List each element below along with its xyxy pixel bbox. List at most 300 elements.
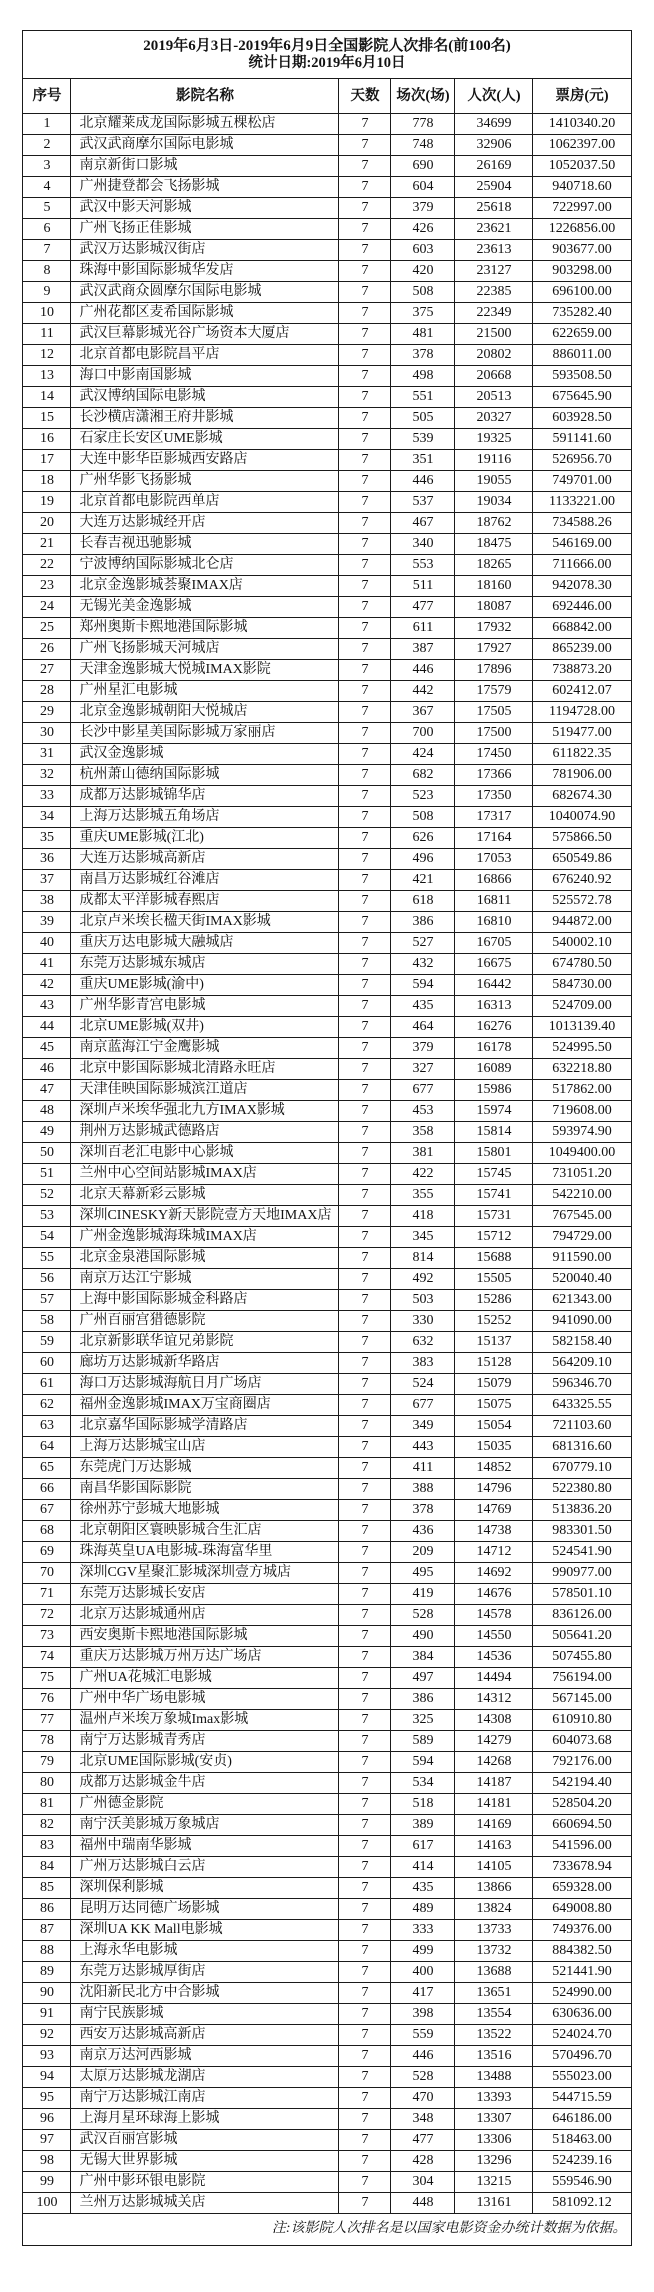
boxoffice-cell: 621343.00 [533,1290,631,1311]
rank-cell: 52 [23,1185,71,1206]
boxoffice-cell: 1133221.00 [533,492,631,513]
days-cell: 7 [339,2067,391,2088]
rank-cell: 95 [23,2088,71,2109]
admissions-cell: 13161 [455,2193,533,2214]
admissions-cell: 25904 [455,177,533,198]
days-cell: 7 [339,1689,391,1710]
cinema-name-cell: 武汉万达影城汉街店 [71,240,339,261]
days-cell: 7 [339,1269,391,1290]
boxoffice-cell: 507455.80 [533,1647,631,1668]
admissions-cell: 13296 [455,2151,533,2172]
boxoffice-cell: 734588.26 [533,513,631,534]
rank-cell: 51 [23,1164,71,1185]
cinema-name-cell: 广州中华广场电影城 [71,1689,339,1710]
days-cell: 7 [339,1605,391,1626]
table-row [23,1143,631,1164]
cinema-name-cell: 广州UA花城汇电影城 [71,1668,339,1689]
boxoffice-cell: 1040074.90 [533,807,631,828]
cinema-name-cell: 天津金逸影城大悦城IMAX影院 [71,660,339,681]
column-header-cinema: 影院名称 [71,79,339,114]
boxoffice-cell: 593974.90 [533,1122,631,1143]
table-row [23,1248,631,1269]
boxoffice-cell: 528504.20 [533,1794,631,1815]
days-cell: 7 [339,1122,391,1143]
boxoffice-cell: 524709.00 [533,996,631,1017]
rank-cell: 61 [23,1374,71,1395]
boxoffice-cell: 731051.20 [533,1164,631,1185]
days-cell: 7 [339,429,391,450]
admissions-cell: 16178 [455,1038,533,1059]
cinema-name-cell: 东莞万达影城东城店 [71,954,339,975]
rank-cell: 99 [23,2172,71,2193]
table-row [23,1626,631,1647]
rank-cell: 93 [23,2046,71,2067]
rank-cell: 25 [23,618,71,639]
boxoffice-cell: 865239.00 [533,639,631,660]
shows-cell: 492 [391,1269,455,1290]
days-cell: 7 [339,891,391,912]
rank-cell: 80 [23,1773,71,1794]
rank-cell: 7 [23,240,71,261]
shows-cell: 384 [391,1647,455,1668]
page-subtitle: 统计日期:2019年6月10日 [248,54,406,71]
days-cell: 7 [339,2004,391,2025]
cinema-name-cell: 广州捷登都会飞扬影城 [71,177,339,198]
table-row [23,1773,631,1794]
cinema-name-cell: 武汉博纳国际电影城 [71,387,339,408]
admissions-cell: 14181 [455,1794,533,1815]
cinema-name-cell: 温州卢米埃万象城Imax影城 [71,1710,339,1731]
table-row [23,114,631,135]
boxoffice-cell: 942078.30 [533,576,631,597]
rank-cell: 22 [23,555,71,576]
table-row [23,1941,631,1962]
cinema-name-cell: 广州德金影院 [71,1794,339,1815]
rank-cell: 60 [23,1353,71,1374]
shows-cell: 304 [391,2172,455,2193]
cinema-name-cell: 广州星汇电影城 [71,681,339,702]
admissions-cell: 14578 [455,1605,533,1626]
shows-cell: 383 [391,1353,455,1374]
days-cell: 7 [339,1164,391,1185]
admissions-cell: 18475 [455,534,533,555]
days-cell: 7 [339,219,391,240]
admissions-cell: 14536 [455,1647,533,1668]
boxoffice-cell: 903677.00 [533,240,631,261]
rank-cell: 96 [23,2109,71,2130]
rank-cell: 18 [23,471,71,492]
document-page [0,30,654,2292]
admissions-cell: 26169 [455,156,533,177]
boxoffice-cell: 646186.00 [533,2109,631,2130]
cinema-name-cell: 南宁万达影城青秀店 [71,1731,339,1752]
table-row [23,765,631,786]
rank-cell: 14 [23,387,71,408]
boxoffice-cell: 681316.60 [533,1437,631,1458]
table-row [23,828,631,849]
days-cell: 7 [339,639,391,660]
days-cell: 7 [339,2151,391,2172]
boxoffice-cell: 735282.40 [533,303,631,324]
cinema-name-cell: 成都太平洋影城春熙店 [71,891,339,912]
table-row [23,2067,631,2088]
boxoffice-cell: 767545.00 [533,1206,631,1227]
table-row [23,618,631,639]
admissions-cell: 16705 [455,933,533,954]
table-row [23,1794,631,1815]
boxoffice-cell: 564209.10 [533,1353,631,1374]
cinema-name-cell: 北京耀莱成龙国际影城五棵松店 [71,114,339,135]
boxoffice-cell: 519477.00 [533,723,631,744]
boxoffice-cell: 525572.78 [533,891,631,912]
days-cell: 7 [339,786,391,807]
cinema-name-cell: 郑州奥斯卡熙地港国际影城 [71,618,339,639]
shows-cell: 414 [391,1857,455,1878]
admissions-cell: 19325 [455,429,533,450]
cinema-name-cell: 上海月星环球海上影城 [71,2109,339,2130]
cinema-name-cell: 上海万达影城宝山店 [71,1437,339,1458]
admissions-cell: 15801 [455,1143,533,1164]
boxoffice-cell: 1013139.40 [533,1017,631,1038]
shows-cell: 453 [391,1101,455,1122]
table-row [23,1983,631,2004]
days-cell: 7 [339,1185,391,1206]
cinema-name-cell: 大连万达影城高新店 [71,849,339,870]
cinema-name-cell: 上海中影国际影城金科路店 [71,1290,339,1311]
cinema-name-cell: 福州中瑞南华影城 [71,1836,339,1857]
shows-cell: 432 [391,954,455,975]
rank-cell: 30 [23,723,71,744]
boxoffice-cell: 650549.86 [533,849,631,870]
boxoffice-cell: 668842.00 [533,618,631,639]
admissions-cell: 13306 [455,2130,533,2151]
rank-cell: 38 [23,891,71,912]
admissions-cell: 17896 [455,660,533,681]
boxoffice-cell: 559546.90 [533,2172,631,2193]
shows-cell: 418 [391,1206,455,1227]
shows-cell: 523 [391,786,455,807]
table-row [23,849,631,870]
shows-cell: 497 [391,1668,455,1689]
shows-cell: 435 [391,1878,455,1899]
shows-cell: 537 [391,492,455,513]
boxoffice-cell: 604073.68 [533,1731,631,1752]
table-row [23,1857,631,1878]
cinema-ranking-table [22,30,631,2246]
cinema-name-cell: 大连中影华臣影城西安路店 [71,450,339,471]
cinema-name-cell: 武汉武商摩尔国际电影城 [71,135,339,156]
footnote-row [23,2214,631,2246]
admissions-cell: 14769 [455,1500,533,1521]
boxoffice-cell: 582158.40 [533,1332,631,1353]
days-cell: 7 [339,1773,391,1794]
shows-cell: 495 [391,1563,455,1584]
rank-cell: 79 [23,1752,71,1773]
boxoffice-cell: 792176.00 [533,1752,631,1773]
boxoffice-cell: 567145.00 [533,1689,631,1710]
boxoffice-cell: 632218.80 [533,1059,631,1080]
table-row [23,1878,631,1899]
rank-cell: 77 [23,1710,71,1731]
boxoffice-cell: 670779.10 [533,1458,631,1479]
boxoffice-cell: 513836.20 [533,1500,631,1521]
shows-cell: 594 [391,975,455,996]
table-row [23,2109,631,2130]
cinema-name-cell: 深圳CINESKY新天影院壹方天地IMAX店 [71,1206,339,1227]
rank-cell: 65 [23,1458,71,1479]
admissions-cell: 15079 [455,1374,533,1395]
rank-cell: 97 [23,2130,71,2151]
cinema-name-cell: 兰州中心空间站影城IMAX店 [71,1164,339,1185]
column-header-boxoffice: 票房(元) [533,79,631,114]
days-cell: 7 [339,282,391,303]
cinema-name-cell: 东莞万达影城长安店 [71,1584,339,1605]
table-row [23,975,631,996]
admissions-cell: 13866 [455,1878,533,1899]
days-cell: 7 [339,1332,391,1353]
rank-cell: 35 [23,828,71,849]
boxoffice-cell: 581092.12 [533,2193,631,2214]
shows-cell: 420 [391,261,455,282]
shows-cell: 330 [391,1311,455,1332]
boxoffice-cell: 524024.70 [533,2025,631,2046]
shows-cell: 325 [391,1710,455,1731]
boxoffice-cell: 1194728.00 [533,702,631,723]
admissions-cell: 14676 [455,1584,533,1605]
days-cell: 7 [339,1311,391,1332]
days-cell: 7 [339,807,391,828]
admissions-cell: 16866 [455,870,533,891]
cinema-name-cell: 北京首都电影院昌平店 [71,345,339,366]
days-cell: 7 [339,366,391,387]
rank-cell: 1 [23,114,71,135]
days-cell: 7 [339,1374,391,1395]
shows-cell: 496 [391,849,455,870]
boxoffice-cell: 591141.60 [533,429,631,450]
table-row [23,912,631,933]
cinema-name-cell: 北京UME国际影城(安贞) [71,1752,339,1773]
days-cell: 7 [339,114,391,135]
shows-cell: 419 [391,1584,455,1605]
shows-cell: 682 [391,765,455,786]
cinema-name-cell: 广州金逸影城海珠城IMAX店 [71,1227,339,1248]
days-cell: 7 [339,555,391,576]
boxoffice-cell: 1052037.50 [533,156,631,177]
cinema-name-cell: 深圳卢米埃华强北九方IMAX影城 [71,1101,339,1122]
cinema-name-cell: 北京UME影城(双井) [71,1017,339,1038]
table-row [23,2004,631,2025]
admissions-cell: 15035 [455,1437,533,1458]
days-cell: 7 [339,912,391,933]
boxoffice-cell: 524995.50 [533,1038,631,1059]
admissions-cell: 14105 [455,1857,533,1878]
rank-cell: 45 [23,1038,71,1059]
cinema-name-cell: 广州飞扬正佳影城 [71,219,339,240]
cinema-name-cell: 武汉百丽宫影城 [71,2130,339,2151]
admissions-cell: 15986 [455,1080,533,1101]
rank-cell: 19 [23,492,71,513]
boxoffice-cell: 593508.50 [533,366,631,387]
rank-cell: 69 [23,1542,71,1563]
boxoffice-cell: 517862.00 [533,1080,631,1101]
shows-cell: 490 [391,1626,455,1647]
shows-cell: 778 [391,114,455,135]
table-row [23,807,631,828]
boxoffice-cell: 603928.50 [533,408,631,429]
table-row [23,513,631,534]
shows-cell: 351 [391,450,455,471]
table-row [23,786,631,807]
shows-cell: 378 [391,1500,455,1521]
days-cell: 7 [339,1983,391,2004]
cinema-name-cell: 北京金逸影城朝阳大悦城店 [71,702,339,723]
shows-cell: 340 [391,534,455,555]
shows-cell: 481 [391,324,455,345]
table-row [23,261,631,282]
table-row [23,1374,631,1395]
shows-cell: 400 [391,1962,455,1983]
table-row [23,2172,631,2193]
admissions-cell: 16442 [455,975,533,996]
rank-cell: 82 [23,1815,71,1836]
boxoffice-cell: 526956.70 [533,450,631,471]
rank-cell: 15 [23,408,71,429]
table-row [23,1458,631,1479]
admissions-cell: 16089 [455,1059,533,1080]
boxoffice-cell: 676240.92 [533,870,631,891]
admissions-cell: 17932 [455,618,533,639]
shows-cell: 421 [391,870,455,891]
cinema-name-cell: 石家庄长安区UME影城 [71,429,339,450]
cinema-name-cell: 广州华影青宫电影城 [71,996,339,1017]
shows-cell: 518 [391,1794,455,1815]
table-row [23,1920,631,1941]
rank-cell: 64 [23,1437,71,1458]
cinema-name-cell: 荆州万达影城武德路店 [71,1122,339,1143]
shows-cell: 527 [391,933,455,954]
admissions-cell: 15974 [455,1101,533,1122]
days-cell: 7 [339,1563,391,1584]
cinema-name-cell: 北京金泉港国际影城 [71,1248,339,1269]
table-row [23,954,631,975]
days-cell: 7 [339,576,391,597]
table-row [23,1689,631,1710]
boxoffice-cell: 555023.00 [533,2067,631,2088]
cinema-name-cell: 深圳保利影城 [71,1878,339,1899]
boxoffice-cell: 886011.00 [533,345,631,366]
admissions-cell: 14494 [455,1668,533,1689]
admissions-cell: 19034 [455,492,533,513]
days-cell: 7 [339,618,391,639]
boxoffice-cell: 602412.07 [533,681,631,702]
rank-cell: 23 [23,576,71,597]
rank-cell: 86 [23,1899,71,1920]
days-cell: 7 [339,828,391,849]
cinema-name-cell: 南京新街口影城 [71,156,339,177]
boxoffice-cell: 749701.00 [533,471,631,492]
table-row [23,1227,631,1248]
boxoffice-cell: 505641.20 [533,1626,631,1647]
boxoffice-cell: 756194.00 [533,1668,631,1689]
boxoffice-cell: 1049400.00 [533,1143,631,1164]
shows-cell: 378 [391,345,455,366]
boxoffice-cell: 596346.70 [533,1374,631,1395]
days-cell: 7 [339,1143,391,1164]
boxoffice-cell: 692446.00 [533,597,631,618]
days-cell: 7 [339,870,391,891]
shows-cell: 442 [391,681,455,702]
days-cell: 7 [339,1857,391,1878]
rank-cell: 91 [23,2004,71,2025]
boxoffice-cell: 643325.55 [533,1395,631,1416]
rank-cell: 12 [23,345,71,366]
table-row [23,198,631,219]
cinema-name-cell: 海口中影南国影城 [71,366,339,387]
table-row [23,471,631,492]
boxoffice-cell: 733678.94 [533,1857,631,1878]
days-cell: 7 [339,1710,391,1731]
boxoffice-cell: 1226856.00 [533,219,631,240]
table-row [23,1962,631,1983]
cinema-name-cell: 长春吉视迅驰影城 [71,534,339,555]
rank-cell: 10 [23,303,71,324]
days-cell: 7 [339,702,391,723]
shows-cell: 443 [391,1437,455,1458]
admissions-cell: 23127 [455,261,533,282]
shows-cell: 528 [391,1605,455,1626]
cinema-name-cell: 重庆UME影城(江北) [71,828,339,849]
table-row [23,1185,631,1206]
days-cell: 7 [339,2193,391,2214]
cinema-name-cell: 南京万达江宁影城 [71,1269,339,1290]
boxoffice-cell: 584730.00 [533,975,631,996]
days-cell: 7 [339,408,391,429]
boxoffice-cell: 659328.00 [533,1878,631,1899]
cinema-name-cell: 珠海英皇UA电影城-珠海富华里 [71,1542,339,1563]
boxoffice-cell: 941090.00 [533,1311,631,1332]
admissions-cell: 17317 [455,807,533,828]
rank-cell: 90 [23,1983,71,2004]
rank-cell: 24 [23,597,71,618]
shows-cell: 677 [391,1395,455,1416]
boxoffice-cell: 524990.00 [533,1983,631,2004]
cinema-name-cell: 北京万达影城通州店 [71,1605,339,1626]
shows-cell: 417 [391,1983,455,2004]
days-cell: 7 [339,1962,391,1983]
boxoffice-cell: 940718.60 [533,177,631,198]
table-row [23,534,631,555]
days-cell: 7 [339,2088,391,2109]
shows-cell: 604 [391,177,455,198]
rank-cell: 40 [23,933,71,954]
table-row [23,2025,631,2046]
rank-cell: 58 [23,1311,71,1332]
rank-cell: 17 [23,450,71,471]
admissions-cell: 14738 [455,1521,533,1542]
shows-cell: 814 [391,1248,455,1269]
cinema-name-cell: 南宁万达影城江南店 [71,2088,339,2109]
rank-cell: 13 [23,366,71,387]
shows-cell: 748 [391,135,455,156]
table-row [23,366,631,387]
admissions-cell: 17500 [455,723,533,744]
cinema-name-cell: 北京金逸影城荟聚IMAX店 [71,576,339,597]
cinema-name-cell: 武汉巨幕影城光谷广场资本大厦店 [71,324,339,345]
shows-cell: 603 [391,240,455,261]
admissions-cell: 14268 [455,1752,533,1773]
rank-cell: 83 [23,1836,71,1857]
admissions-cell: 14163 [455,1836,533,1857]
